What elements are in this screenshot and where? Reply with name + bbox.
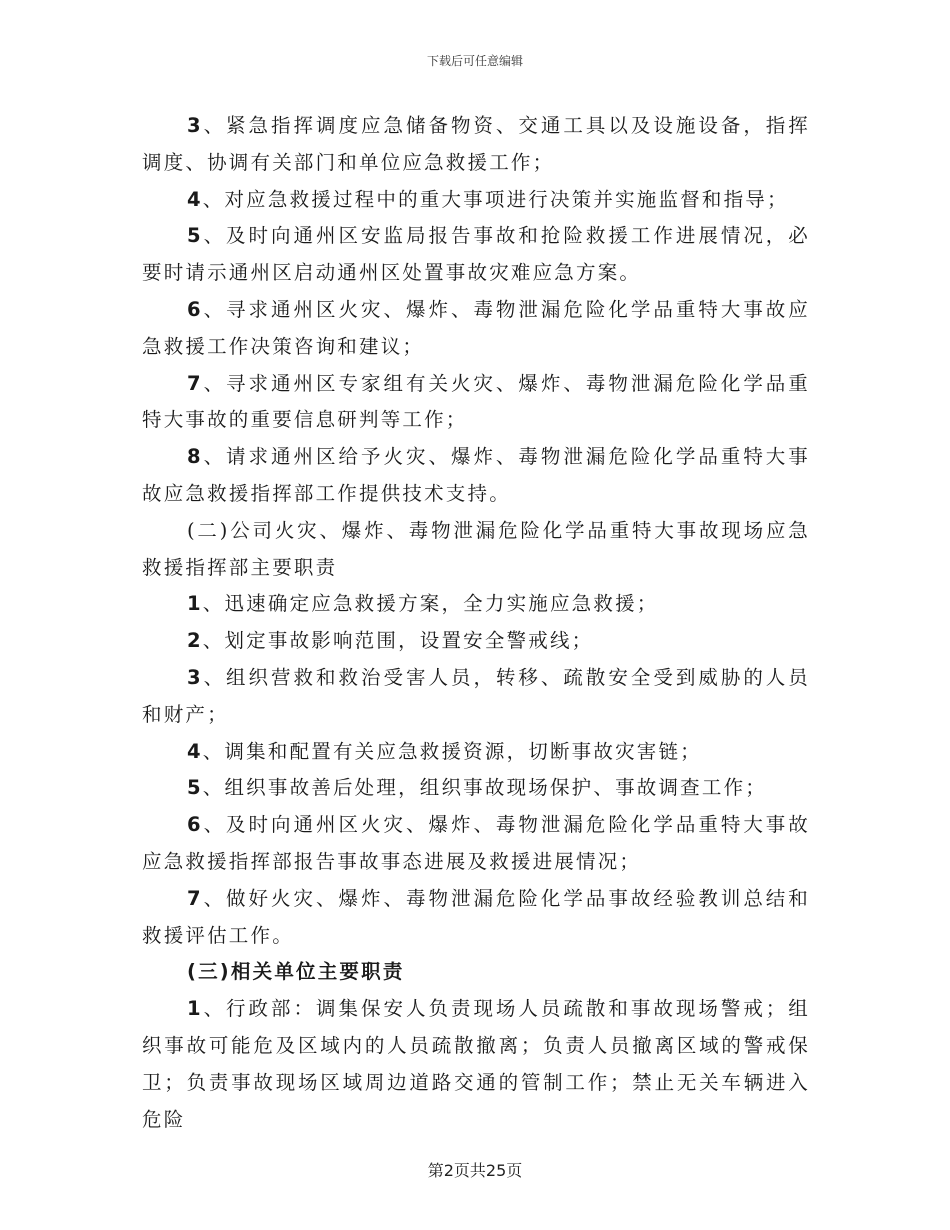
page-header: 下载后可任意编辑 — [426, 54, 523, 68]
paragraph-item-4b — [142, 734, 810, 771]
footer-middle: 页共 — [453, 1161, 486, 1180]
page-number: 2 — [443, 1161, 454, 1180]
paragraph-text: 、调集和配置有关应急救援资源，切断事故灾害链； — [202, 739, 702, 763]
paragraph-text: 、及时向通州区火灾、爆炸、毒物泄漏危险化学品重特大事故应急救援指挥部报告事故事态进展及救援进展情况； — [142, 813, 810, 873]
item-number: 1 — [187, 592, 203, 616]
item-number: 4 — [187, 187, 203, 211]
paragraph-text: 、行政部：调集保安人负责现场人员疏散和事故现场警戒；组织事故可能危及区域内的人员疏散撤离；负责人员撤离区域的警戒保卫；负责事故现场区域周边道路交通的管制工作；禁止无关车辆进入危险 — [142, 997, 810, 1131]
item-number: 5 — [187, 224, 203, 248]
paragraph-item-3 — [142, 108, 810, 182]
item-number: 1 — [187, 997, 203, 1021]
item-number: 5 — [187, 776, 203, 800]
item-number: 7 — [187, 371, 203, 395]
paragraph-item-7b — [142, 881, 810, 955]
paragraph-item-1 — [142, 586, 810, 623]
item-number: 3 — [187, 114, 203, 137]
item-number: 3 — [187, 665, 203, 689]
paragraph-text: 、组织事故善后处理，组织事故现场保护、事故调查工作； — [202, 776, 767, 800]
document-body — [142, 108, 810, 1138]
paragraph-text: 、寻求通州区火灾、爆炸、毒物泄漏危险化学品重特大事故应急救援工作决策咨询和建议； — [142, 297, 810, 358]
footer-suffix: 页 — [506, 1161, 523, 1180]
section-heading: (三)相关单位主要职责 — [187, 960, 405, 984]
paragraph-item-5b — [142, 770, 810, 807]
paragraph-text: 、请求通州区给予火灾、爆炸、毒物泄漏危险化学品重特大事故应急救援指挥部工作提供技术支持。 — [142, 445, 810, 505]
item-number: 4 — [187, 739, 203, 763]
item-number: 6 — [187, 297, 203, 321]
item-number: 6 — [187, 813, 203, 837]
paragraph-text: 、组织营救和救治受害人员，转移、疏散安全受到威胁的人员和财产； — [142, 665, 810, 726]
paragraph-item-6 — [142, 292, 810, 366]
paragraph-item-1b — [142, 991, 810, 1138]
paragraph-item-2 — [142, 623, 810, 660]
item-number: 8 — [187, 445, 203, 469]
paragraph-text: 、划定事故影响范围，设置安全警戒线； — [202, 629, 594, 653]
paragraph-item-5 — [142, 218, 810, 292]
paragraph-item-7 — [142, 366, 810, 440]
paragraph-text: 、迅速确定应急救援方案，全力实施应急救援； — [202, 592, 659, 616]
paragraph-text: 、及时向通州区安监局报告事故和抢险救援工作进展情况，必要时请示通州区启动通州区处置事故灾难应急方案。 — [142, 224, 810, 285]
page-footer — [0, 1158, 950, 1181]
total-pages: 25 — [485, 1161, 507, 1180]
paragraph-text: 、做好火灾、爆炸、毒物泄漏危险化学品事故经验教训总结和救援评估工作。 — [142, 886, 810, 947]
footer-prefix: 第 — [427, 1161, 444, 1180]
paragraph-item-6b — [142, 807, 810, 881]
paragraph-item-8 — [142, 439, 810, 513]
paragraph-text: 、紧急指挥调度应急储备物资、交通工具以及设施设备，指挥调度、协调有关部门和单位应急救援工作； — [142, 114, 810, 174]
paragraph-text: (二)公司火灾、爆炸、毒物泄漏危险化学品重特大事故现场应急救援指挥部主要职责 — [142, 518, 810, 579]
paragraph-item-4 — [142, 182, 810, 219]
paragraph-text: 、对应急救援过程中的重大事项进行决策并实施监督和指导； — [202, 187, 789, 211]
paragraph-item-3b — [142, 660, 810, 734]
item-number: 7 — [187, 886, 203, 910]
item-number: 2 — [187, 629, 203, 653]
paragraph-text: 、寻求通州区专家组有关火灾、爆炸、毒物泄漏危险化学品重特大事故的重要信息研判等工作； — [142, 371, 810, 432]
subsection-title-2 — [142, 513, 810, 587]
